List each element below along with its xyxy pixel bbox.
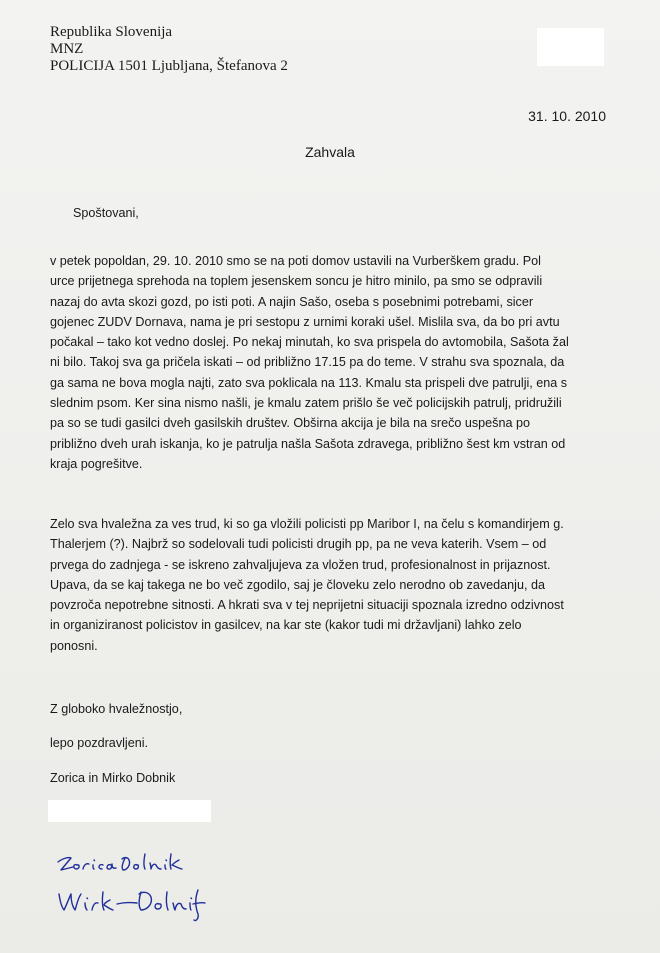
text-line: Zelo sva hvaležna za ves trud, ki so ga vložili policisti pp Maribor I, na čelu s komandirjem g. [50, 517, 564, 531]
text-line: počakal – tako kot vedno doslej. Po nekaj minutah, ko sva prispela do avtomobila, Sašota žal [50, 335, 569, 350]
address-line: Republika Slovenija [50, 24, 173, 40]
signature-stroke [59, 894, 81, 910]
closing-line: Z globoko hvaležnostjo, [50, 702, 183, 716]
signature-stroke [150, 863, 161, 869]
signature-stroke [155, 904, 161, 909]
signature-stroke [190, 898, 192, 910]
signature-stroke [85, 898, 88, 910]
text-line: pa so se tudi gasilci dveh gasilskih društev. Obširna akcija je bila na srečo uspešna po [50, 416, 530, 431]
text-line: ni bilo. Takoj sva ga pričela iskati – od približno 17.15 pa do teme. V strahu sva spoznala, da [50, 355, 565, 370]
text-line: in organiziranost policistov in gasilcev, na kar ste (kakor tudi mi državljani) lahko zelo [50, 618, 522, 633]
text-line: prvega do zadnjega - se iskreno zahvaljujeva za vložen trud, profesionalnost in prijaznost. [50, 557, 551, 572]
signature-stroke [193, 890, 205, 921]
signature-stroke [102, 892, 113, 910]
closing-line: lepo pozdravljeni. [50, 736, 149, 750]
text-line: gojenec ZUDV Dornava, nama je pri sestopu z urnimi koraki ušel. Mislila sva, da bo pri avtu [50, 314, 560, 329]
greeting: Spoštovani, [73, 206, 139, 220]
signature-stroke [139, 892, 151, 910]
redaction-box [537, 28, 604, 66]
signature-stroke [134, 865, 139, 869]
signature-stroke [93, 860, 95, 869]
signature-stroke [170, 854, 182, 869]
signature-stroke [58, 858, 73, 870]
text-line: slednim psom. Ker sina nismo našli, je kmalu zatem prišlo še več policijskih patrulj, pridružili [50, 396, 562, 411]
letter-title: Zahvala [305, 144, 355, 160]
text-line: nazaj do avta skozi gozd, po isti poti. A najin Sašo, oseba s posebnimi potrebami, sicer [50, 294, 534, 309]
signature-stroke [144, 854, 145, 869]
text-line: ponosni. [50, 638, 98, 653]
signature-stroke [173, 903, 186, 910]
address-line: MNZ [50, 41, 84, 57]
address-line: POLICIJA 1501 Ljubljana, Štefanova 2 [50, 58, 288, 74]
sender-address [50, 24, 288, 75]
text-line: v petek popoldan, 29. 10. 2010 smo se na poti domov ustavili na Vurberškem gradu. Pol [50, 254, 541, 268]
paragraph-1 [50, 251, 625, 474]
signature-stroke [107, 864, 116, 869]
text-line: Thalerjem (?). Najbrž so sodelovali tudi policisti drugih pp, pa ne veva katerih. Vsem – od [50, 537, 547, 552]
text-line: povzroča nepotrebne sitnosti. A hkrati sva v tej neprijetni situaciji spoznala izredno odzivnost [50, 598, 564, 613]
redaction-box [48, 800, 211, 822]
text-line: ga sama ne bova mogla najti, zato sva poklicala na 113. Kmalu sta prispeli dve patrulji, ena s [50, 375, 568, 390]
letter-date: 31. 10. 2010 [528, 108, 606, 124]
text-line: približno dveh urah iskanja, ko je patrulja našla Sašota zdravega, približno šest km vstran od [50, 436, 566, 451]
text-line: urce prijetnega sprehoda na toplem jesenskem soncu je hitro minilo, pa smo se odpravili [50, 274, 543, 289]
signature-stroke [92, 903, 98, 910]
signature-stroke [166, 892, 168, 910]
signature-stroke [83, 864, 89, 869]
signature-stroke [165, 860, 167, 869]
signature-stroke [99, 865, 103, 869]
text-line: kraja pogrešitve. [50, 456, 143, 471]
signature-stroke [122, 858, 130, 870]
paragraph-2 [50, 514, 625, 656]
signatory-names: Zorica in Mirko Dobnik [50, 771, 176, 785]
text-line: Upava, da se kaj takega ne bo več zgodilo, saj je človeku zelo nerodno ob zavedanju, da [50, 577, 545, 592]
signature-stroke [74, 865, 79, 869]
handwritten-signatures [55, 848, 225, 928]
signature-stroke [117, 903, 137, 904]
